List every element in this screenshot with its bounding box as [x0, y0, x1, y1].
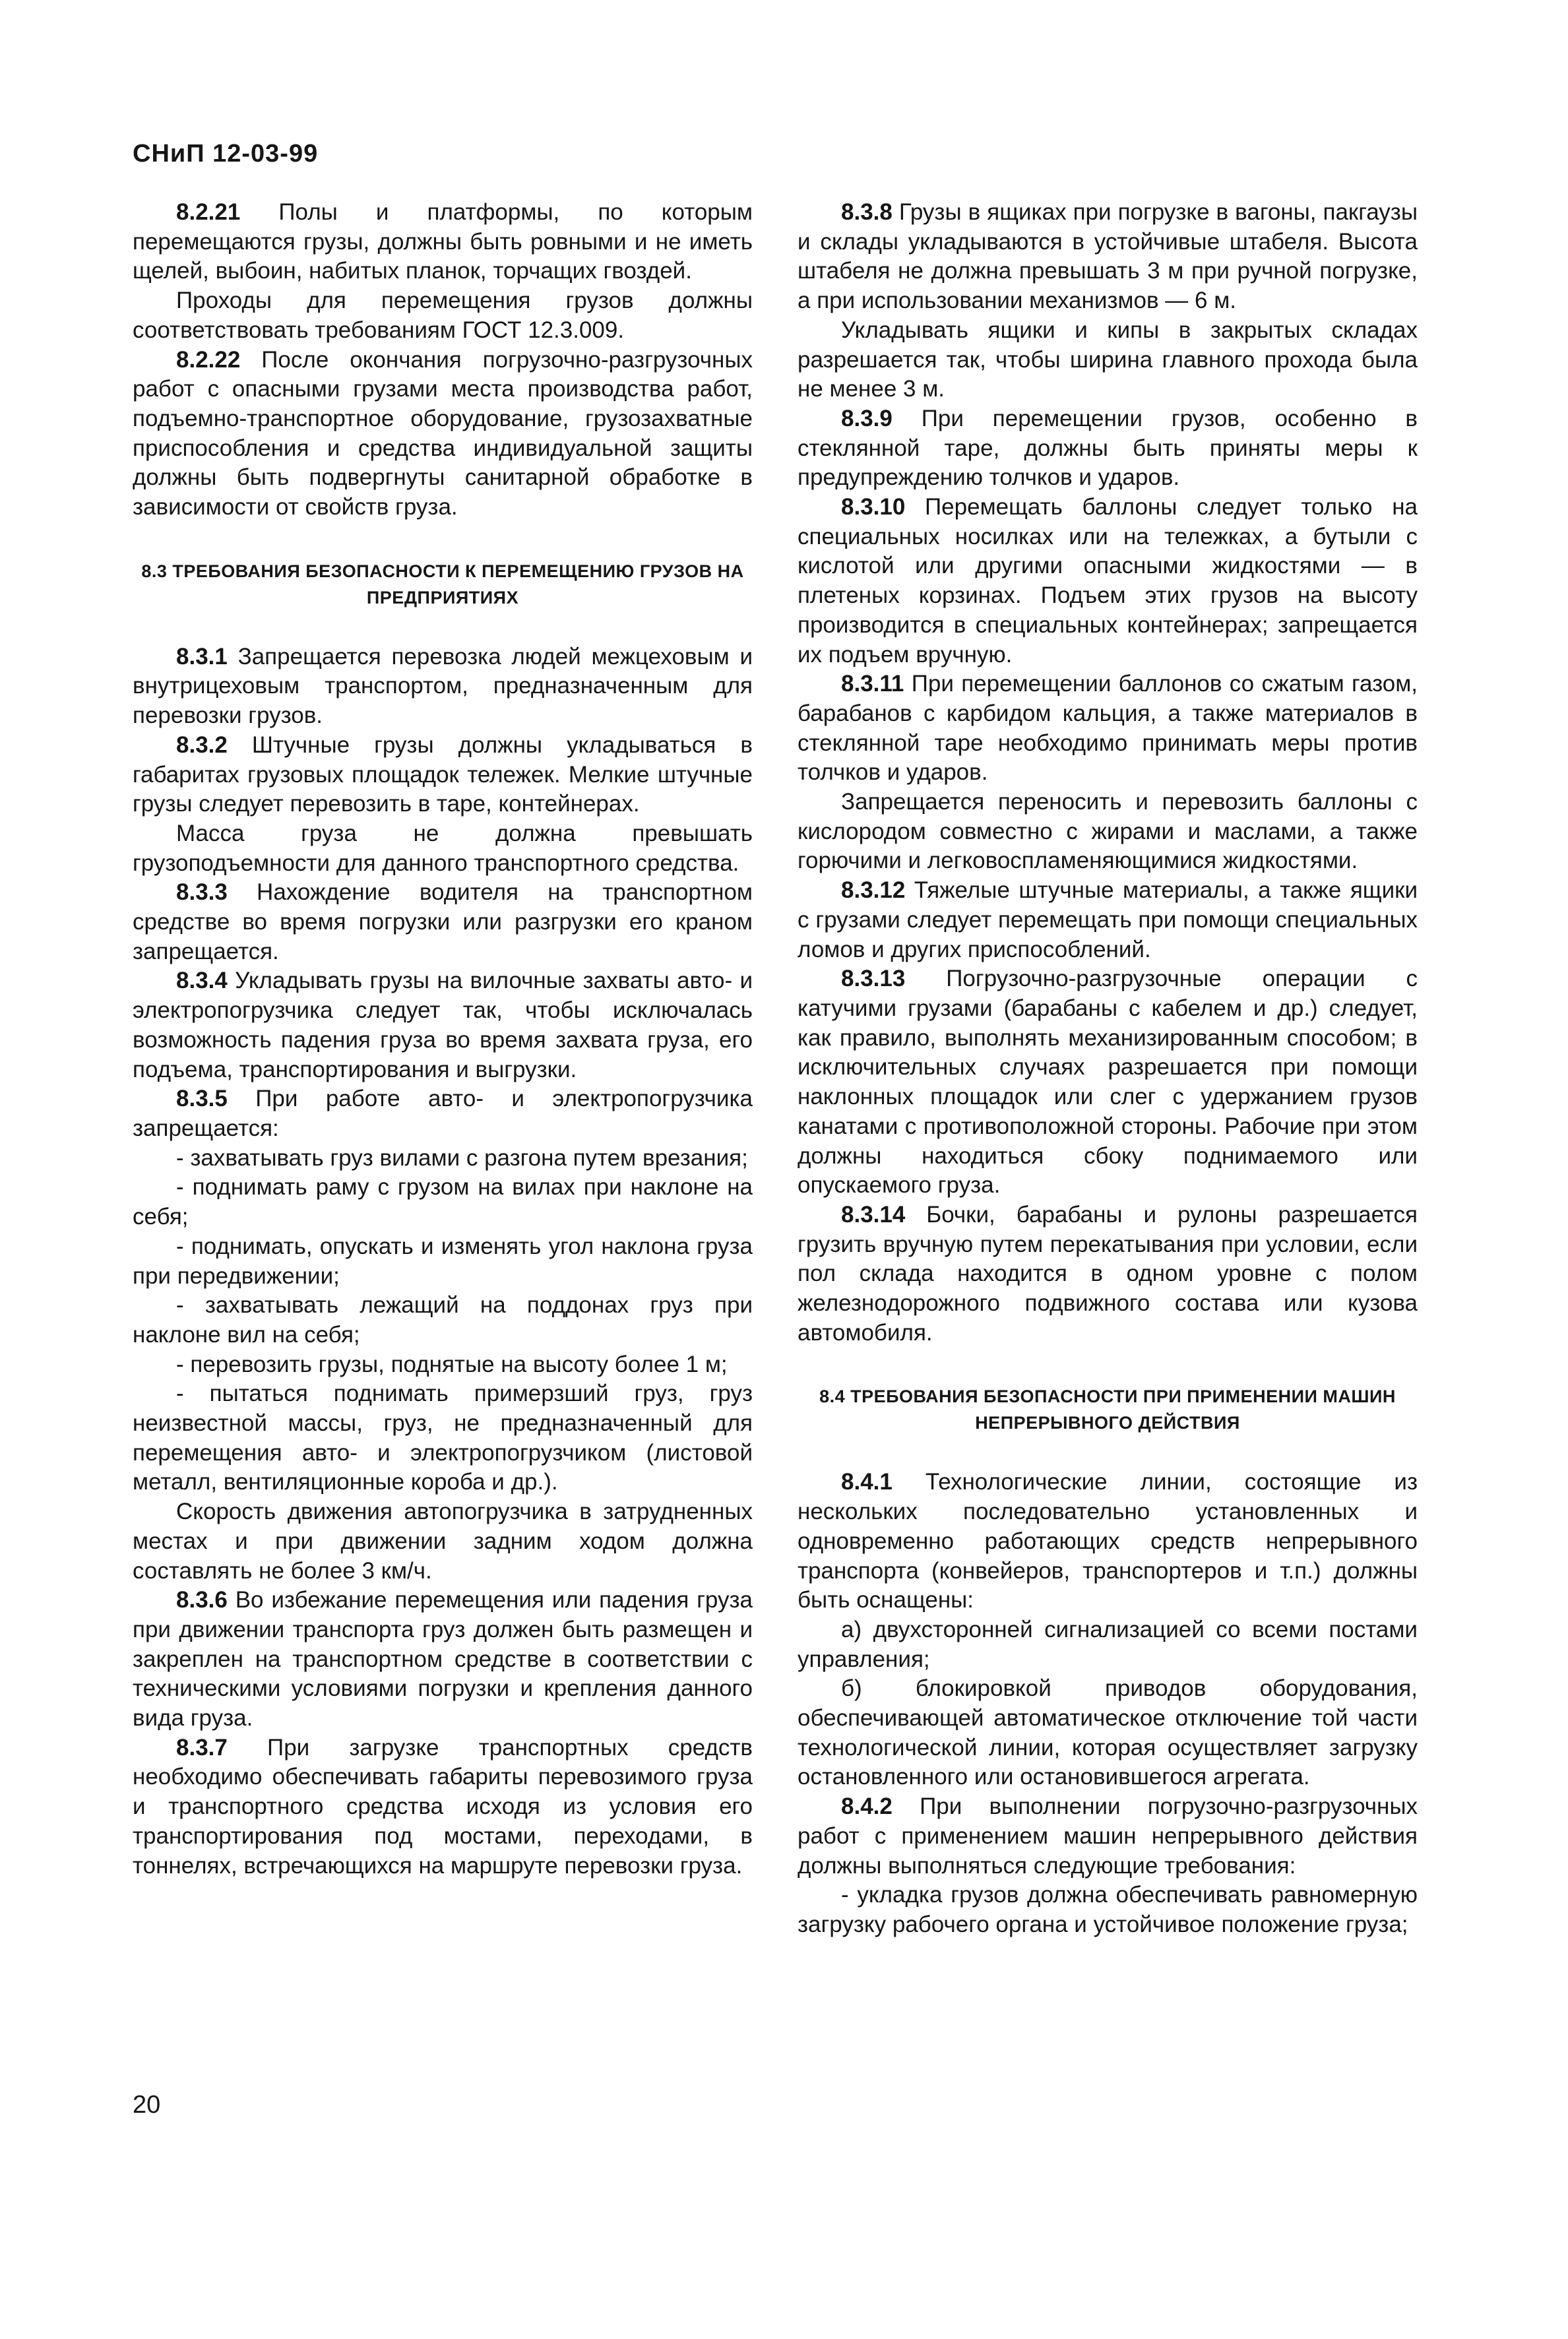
clause-number: 8.3.7 — [176, 1734, 228, 1761]
left-text-column — [133, 198, 753, 1881]
paragraph-text: При загрузке транспортных средств необходимо обеспечивать габариты перевозимого груза и транспортного средства исходя из условия его транспортирования под мостами, переходами, в тоннелях, встречающихся на маршруте перевозки груза. — [133, 1734, 753, 1879]
paragraph-text: Скорость движения автопогрузчика в затрудненных местах и при движении задним ходом должна составлять не более 3 км/ч. — [133, 1499, 753, 1584]
body-paragraph — [133, 1232, 753, 1291]
paragraph-text: - перевозить грузы, поднятые на высоту более 1 м; — [176, 1351, 728, 1377]
clause-paragraph — [133, 1586, 753, 1733]
paragraph-text: При перемещении грузов, особенно в стеклянной таре, должны быть приняты меры к предупреждению толчков и ударов. — [798, 405, 1418, 491]
paragraph-text: Технологические линии, состоящие из нескольких последовательно установленных и одновременно работающих средств непрерывного транспорта (конвейеров, транспортеров и т.п.) должны быть оснащены: — [798, 1469, 1418, 1613]
body-paragraph — [798, 1881, 1418, 1939]
paragraph-text: Проходы для перемещения грузов должны соответствовать требованиям ГОСТ 12.3.009. — [133, 288, 753, 343]
body-paragraph — [133, 1173, 753, 1232]
body-paragraph — [798, 788, 1418, 876]
paragraph-text: Масса груза не должна превышать грузоподъемности для данного транспортного средства. — [133, 820, 753, 876]
paragraph-text: Полы и платформы, по которым перемещаются грузы, должны быть ровными и не иметь щелей, выбоин, набитых планок, торчащих гвоздей. — [133, 199, 753, 284]
clause-paragraph — [798, 1201, 1418, 1348]
clause-paragraph — [798, 198, 1418, 316]
paragraph-text: Запрещается переносить и перевозить баллоны с кислородом совместно с жирами и маслами, а также горючими и легковоспламеняющимися жидкостями. — [798, 789, 1418, 874]
section-heading: 8.3 ТРЕБОВАНИЯ БЕЗОПАСНОСТИ К ПЕРЕМЕЩЕНИЮ ГРУЗОВ НА ПРЕДПРИЯТИЯХ — [141, 561, 744, 608]
paragraph-text: Во избежание перемещения или падения груза при движении транспорта груз должен быть размещен и закреплен на транспортном средстве в соответствии с техническими условиями погрузки и крепления данного вида груза. — [133, 1587, 753, 1731]
body-paragraph — [133, 1291, 753, 1350]
clause-paragraph — [798, 1468, 1418, 1615]
paragraph-text: - захватывать груз вилами с разгона путем врезания; — [176, 1144, 748, 1171]
body-paragraph — [798, 316, 1418, 404]
paragraph-text: Грузы в ящиках при погрузке в вагоны, пакгаузы и склады укладываются в устойчивые штабеля. Высота штабеля не должна превышать 3 м при ручной погрузке, а при использовании механизмов — 6 м. — [798, 199, 1418, 314]
clause-paragraph — [133, 1084, 753, 1143]
clause-paragraph — [133, 966, 753, 1084]
clause-number: 8.3.14 — [841, 1201, 906, 1228]
paragraph-text: При работе авто- и электропогрузчика запрещается: — [133, 1086, 753, 1141]
right-text-column — [798, 198, 1418, 1940]
clause-number: 8.3.10 — [841, 494, 906, 520]
clause-number: 8.3.1 — [176, 643, 228, 670]
document-code-header: СНиП 12-03-99 — [133, 140, 319, 168]
clause-number: 8.3.2 — [176, 732, 228, 758]
paragraph-text: Бочки, барабаны и рулоны разрешается грузить вручную путем перекатывания при условии, если пол склада находится в одном уровне с полом железнодорожного подвижного состава или кузова автомобиля. — [798, 1201, 1418, 1346]
paragraph-text: - пытаться поднимать примерзший груз, груз неизвестной массы, груз, не предназначенный для перемещения авто- и электропогрузчиком (листовой металл, вентиляционные короба и др.). — [133, 1381, 753, 1495]
clause-number: 8.3.4 — [176, 968, 228, 994]
clause-paragraph — [133, 642, 753, 731]
clause-number: 8.3.9 — [841, 405, 893, 431]
clause-number: 8.2.21 — [176, 199, 241, 225]
body-paragraph — [133, 1350, 753, 1380]
clause-paragraph — [798, 493, 1418, 670]
paragraph-text: Штучные грузы должны укладываться в габаритах грузовых площадок тележек. Мелкие штучные грузы следует перевозить в таре, контейнерах. — [133, 732, 753, 817]
clause-number: 8.3.6 — [176, 1587, 228, 1613]
clause-paragraph — [133, 1733, 753, 1881]
body-paragraph — [798, 1615, 1418, 1674]
paragraph-text: - укладка грузов должна обеспечивать равномерную загрузку рабочего органа и устойчивое положение груза; — [798, 1882, 1418, 1937]
clause-number: 8.3.3 — [176, 879, 228, 906]
clause-number: 8.3.12 — [841, 877, 906, 904]
paragraph-text: После окончания погрузочно-разгрузочных работ с опасными грузами места производства работ, подъемно-транспортное оборудование, грузозахватные приспособления и средства индивидуальной защиты должны быть подвергнуты санитарной обработке в зависимости от свойств груза. — [133, 346, 753, 520]
clause-paragraph — [798, 964, 1418, 1201]
clause-paragraph — [798, 670, 1418, 788]
paragraph-text: Запрещается перевозка людей межцеховым и внутрицеховым транспортом, предназначенным для перевозки грузов. — [133, 643, 753, 729]
paragraph-text: - поднимать раму с грузом на вилах при наклоне на себя; — [133, 1174, 753, 1230]
paragraph-text: Погрузочно-разгрузочные операции с катучими грузами (барабаны с кабелем и др.) следует, как правило, выполнять механизированным способом; в исключительных случаях разрешается при помощи наклонных площадок или слег с удержанием грузов канатами с противоположной стороны. Рабочие при этом должны находиться сбоку поднимаемого или опускаемого груза. — [798, 966, 1418, 1199]
clause-paragraph — [798, 876, 1418, 964]
clause-number: 8.2.22 — [176, 346, 241, 373]
clause-paragraph — [798, 404, 1418, 493]
clause-paragraph — [798, 1792, 1418, 1881]
paragraph-text: - захватывать лежащий на поддонах груз при наклоне вил на себя; — [133, 1292, 753, 1348]
body-paragraph — [133, 1144, 753, 1173]
paragraph-text: а) двухсторонней сигнализацией со всеми постами управления; — [798, 1616, 1418, 1672]
paragraph-text: б) блокировкой приводов оборудования, обеспечивающей автоматическое отключение той части технологической линии, которая осуществляет загрузку остановленного или остановившегося агрегата. — [798, 1675, 1418, 1790]
paragraph-text: Укладывать ящики и кипы в закрытых складах разрешается так, чтобы ширина главного прохода была не менее 3 м. — [798, 317, 1418, 402]
body-paragraph — [133, 819, 753, 878]
clause-paragraph — [133, 346, 753, 522]
clause-paragraph — [133, 878, 753, 966]
clause-number: 8.4.1 — [841, 1469, 893, 1495]
paragraph-text: Перемещать баллоны следует только на специальных носилках или на тележках, а бутыли с кислотой или другими опасными жидкостями — в плетеных корзинах. Подъем этих грузов на высоту производится в специальных контейнерах; запрещается их подъем вручную. — [798, 494, 1418, 668]
clause-paragraph — [133, 731, 753, 819]
paragraph-text: Укладывать грузы на вилочные захваты авто- и электропогрузчика следует так, чтобы исключалась возможность падения груза во время захвата груза, его подъема, транспортирования и выгрузки. — [133, 968, 753, 1082]
page-number: 20 — [133, 2091, 161, 2119]
paragraph-text: - поднимать, опускать и изменять угол наклона груза при передвижении; — [133, 1233, 753, 1289]
body-paragraph — [133, 1497, 753, 1586]
body-paragraph — [133, 1379, 753, 1497]
paragraph-text: Нахождение водителя на транспортном средстве во время погрузки или разгрузки его краном запрещается. — [133, 879, 753, 964]
clause-number: 8.3.8 — [841, 199, 893, 225]
clause-number: 8.3.5 — [176, 1086, 228, 1112]
paragraph-text: Тяжелые штучные материалы, а также ящики с грузами следует перемещать при помощи специальных ломов и других приспособлений. — [798, 877, 1418, 962]
body-paragraph — [133, 286, 753, 345]
clause-number: 8.3.13 — [841, 966, 906, 992]
clause-paragraph — [133, 198, 753, 286]
body-paragraph — [798, 1674, 1418, 1792]
paragraph-text: При перемещении баллонов со сжатым газом, барабанов с карбидом кальция, а также материалов в стеклянной таре необходимо принимать меры против толчков и ударов. — [798, 671, 1418, 786]
paragraph-text: При выполнении погрузочно-разгрузочных работ с применением машин непрерывного действия должны выполняться следующие требования: — [798, 1793, 1418, 1879]
clause-number: 8.3.11 — [841, 671, 904, 697]
section-heading: 8.4 ТРЕБОВАНИЯ БЕЗОПАСНОСТИ ПРИ ПРИМЕНЕНИИ МАШИН НЕПРЕРЫВНОГО ДЕЙСТВИЯ — [819, 1387, 1396, 1433]
clause-number: 8.4.2 — [841, 1793, 893, 1820]
